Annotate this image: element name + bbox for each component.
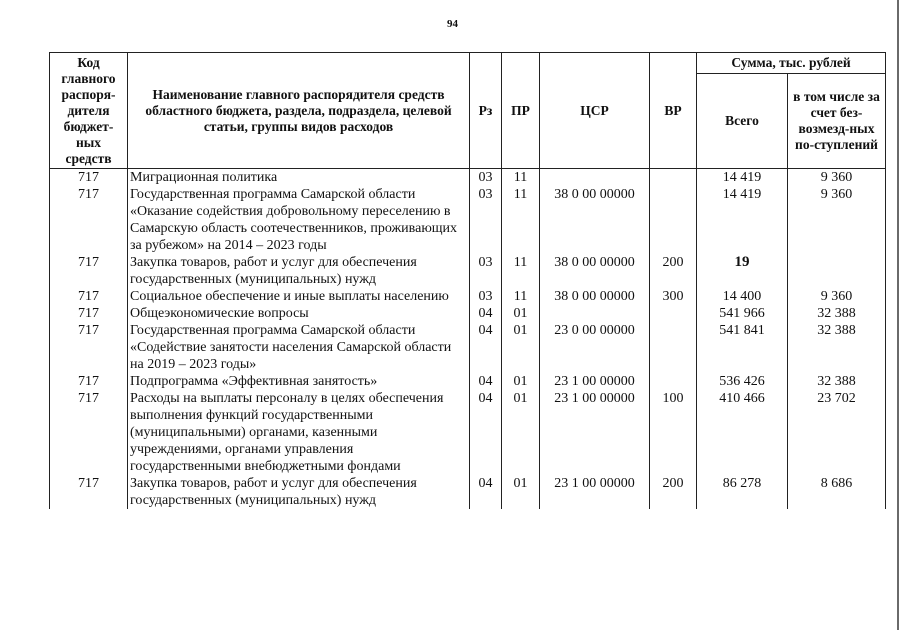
cell-pr: 11 <box>502 288 540 305</box>
header-vr: ВР <box>650 53 697 169</box>
cell-name: Закупка товаров, работ и услуг для обеспечения государственных (муниципальных) нужд <box>128 475 470 509</box>
cell-csr <box>540 305 650 322</box>
cell-grant: 9 360 <box>788 288 886 305</box>
cell-rz: 04 <box>470 305 502 322</box>
table-row <box>50 169 886 187</box>
header-name: Наименование главного распорядителя средств областного бюджета, раздела, подраздела, целевой статьи, группы видов расходов <box>128 53 470 169</box>
cell-name: Общеэкономические вопросы <box>128 305 470 322</box>
cell-grant: 8 686 <box>788 475 886 509</box>
cell-total: 14 400 <box>697 288 788 305</box>
scan-edge-line <box>897 0 899 630</box>
header-grant: в том числе за счет без-возмезд-ных по-ступлений <box>788 74 886 169</box>
cell-code: 717 <box>50 254 128 288</box>
cell-vr: 300 <box>650 288 697 305</box>
cell-code: 717 <box>50 475 128 509</box>
cell-grant: 9 360 <box>788 186 886 254</box>
cell-code: 717 <box>50 305 128 322</box>
cell-csr: 23 1 00 00000 <box>540 390 650 475</box>
cell-rz: 03 <box>470 288 502 305</box>
cell-total: 14 419 <box>697 186 788 254</box>
cell-pr: 11 <box>502 186 540 254</box>
cell-pr: 11 <box>502 169 540 187</box>
cell-pr: 01 <box>502 305 540 322</box>
table-row <box>50 373 886 390</box>
cell-pr: 11 <box>502 254 540 288</box>
header-rz: Рз <box>470 53 502 169</box>
cell-name: Государственная программа Самарской области «Содействие занятости населения Самарской области на 2019 – 2023 годы» <box>128 322 470 373</box>
cell-rz: 03 <box>470 254 502 288</box>
header-sum-group: Сумма, тыс. рублей <box>697 53 886 74</box>
cell-grant: 32 388 <box>788 322 886 373</box>
cell-name: Миграционная политика <box>128 169 470 187</box>
cell-rz: 03 <box>470 169 502 187</box>
cell-grant <box>788 254 886 288</box>
cell-vr <box>650 373 697 390</box>
cell-csr: 38 0 00 00000 <box>540 254 650 288</box>
cell-code: 717 <box>50 322 128 373</box>
header-csr: ЦСР <box>540 53 650 169</box>
cell-total: 541 966 <box>697 305 788 322</box>
cell-code: 717 <box>50 288 128 305</box>
cell-code: 717 <box>50 390 128 475</box>
table-row <box>50 322 886 373</box>
cell-csr: 23 0 00 00000 <box>540 322 650 373</box>
page-number: 94 <box>447 18 458 30</box>
cell-code: 717 <box>50 373 128 390</box>
cell-grant: 9 360 <box>788 169 886 187</box>
cell-rz: 04 <box>470 390 502 475</box>
table-row <box>50 288 886 305</box>
cell-csr: 38 0 00 00000 <box>540 288 650 305</box>
cell-name: Государственная программа Самарской области «Оказание содействия добровольному переселению в Самарскую область соотечественников, проживающих за рубежом» на 2014 – 2023 годы <box>128 186 470 254</box>
table-row <box>50 475 886 509</box>
table-body <box>50 169 886 510</box>
cell-vr <box>650 186 697 254</box>
table-row <box>50 305 886 322</box>
cell-total: 86 278 <box>697 475 788 509</box>
cell-csr: 38 0 00 00000 <box>540 186 650 254</box>
cell-pr: 01 <box>502 373 540 390</box>
cell-vr <box>650 305 697 322</box>
cell-code: 717 <box>50 186 128 254</box>
cell-rz: 04 <box>470 475 502 509</box>
cell-grant: 23 702 <box>788 390 886 475</box>
cell-name: Закупка товаров, работ и услуг для обеспечения государственных (муниципальных) нужд <box>128 254 470 288</box>
cell-total: 541 841 <box>697 322 788 373</box>
cell-csr: 23 1 00 00000 <box>540 373 650 390</box>
cell-total: 14 419 <box>697 169 788 187</box>
cell-name: Расходы на выплаты персоналу в целях обеспечения выполнения функций государственными (муниципальными) органами, казенными учреждениями, органами управления государственными внебюджетными фондами <box>128 390 470 475</box>
cell-rz: 03 <box>470 186 502 254</box>
cell-csr: 23 1 00 00000 <box>540 475 650 509</box>
cell-pr: 01 <box>502 475 540 509</box>
cell-vr: 200 <box>650 475 697 509</box>
header-pr: ПР <box>502 53 540 169</box>
cell-total: 410 466 <box>697 390 788 475</box>
table-row <box>50 390 886 475</box>
header-code: Код главного распоря-дителя бюджет-ных средств <box>50 53 128 169</box>
cell-total: 19 <box>697 254 788 288</box>
table-row <box>50 254 886 288</box>
cell-total: 536 426 <box>697 373 788 390</box>
cell-grant: 32 388 <box>788 305 886 322</box>
cell-rz: 04 <box>470 322 502 373</box>
cell-vr <box>650 322 697 373</box>
cell-grant: 32 388 <box>788 373 886 390</box>
budget-table <box>49 52 886 509</box>
cell-name: Подпрограмма «Эффективная занятость» <box>128 373 470 390</box>
header-total: Всего <box>697 74 788 169</box>
cell-vr <box>650 169 697 187</box>
table-row <box>50 186 886 254</box>
cell-code: 717 <box>50 169 128 187</box>
cell-name: Социальное обеспечение и иные выплаты населению <box>128 288 470 305</box>
cell-vr: 200 <box>650 254 697 288</box>
cell-csr <box>540 169 650 187</box>
cell-rz: 04 <box>470 373 502 390</box>
cell-pr: 01 <box>502 322 540 373</box>
cell-pr: 01 <box>502 390 540 475</box>
cell-vr: 100 <box>650 390 697 475</box>
